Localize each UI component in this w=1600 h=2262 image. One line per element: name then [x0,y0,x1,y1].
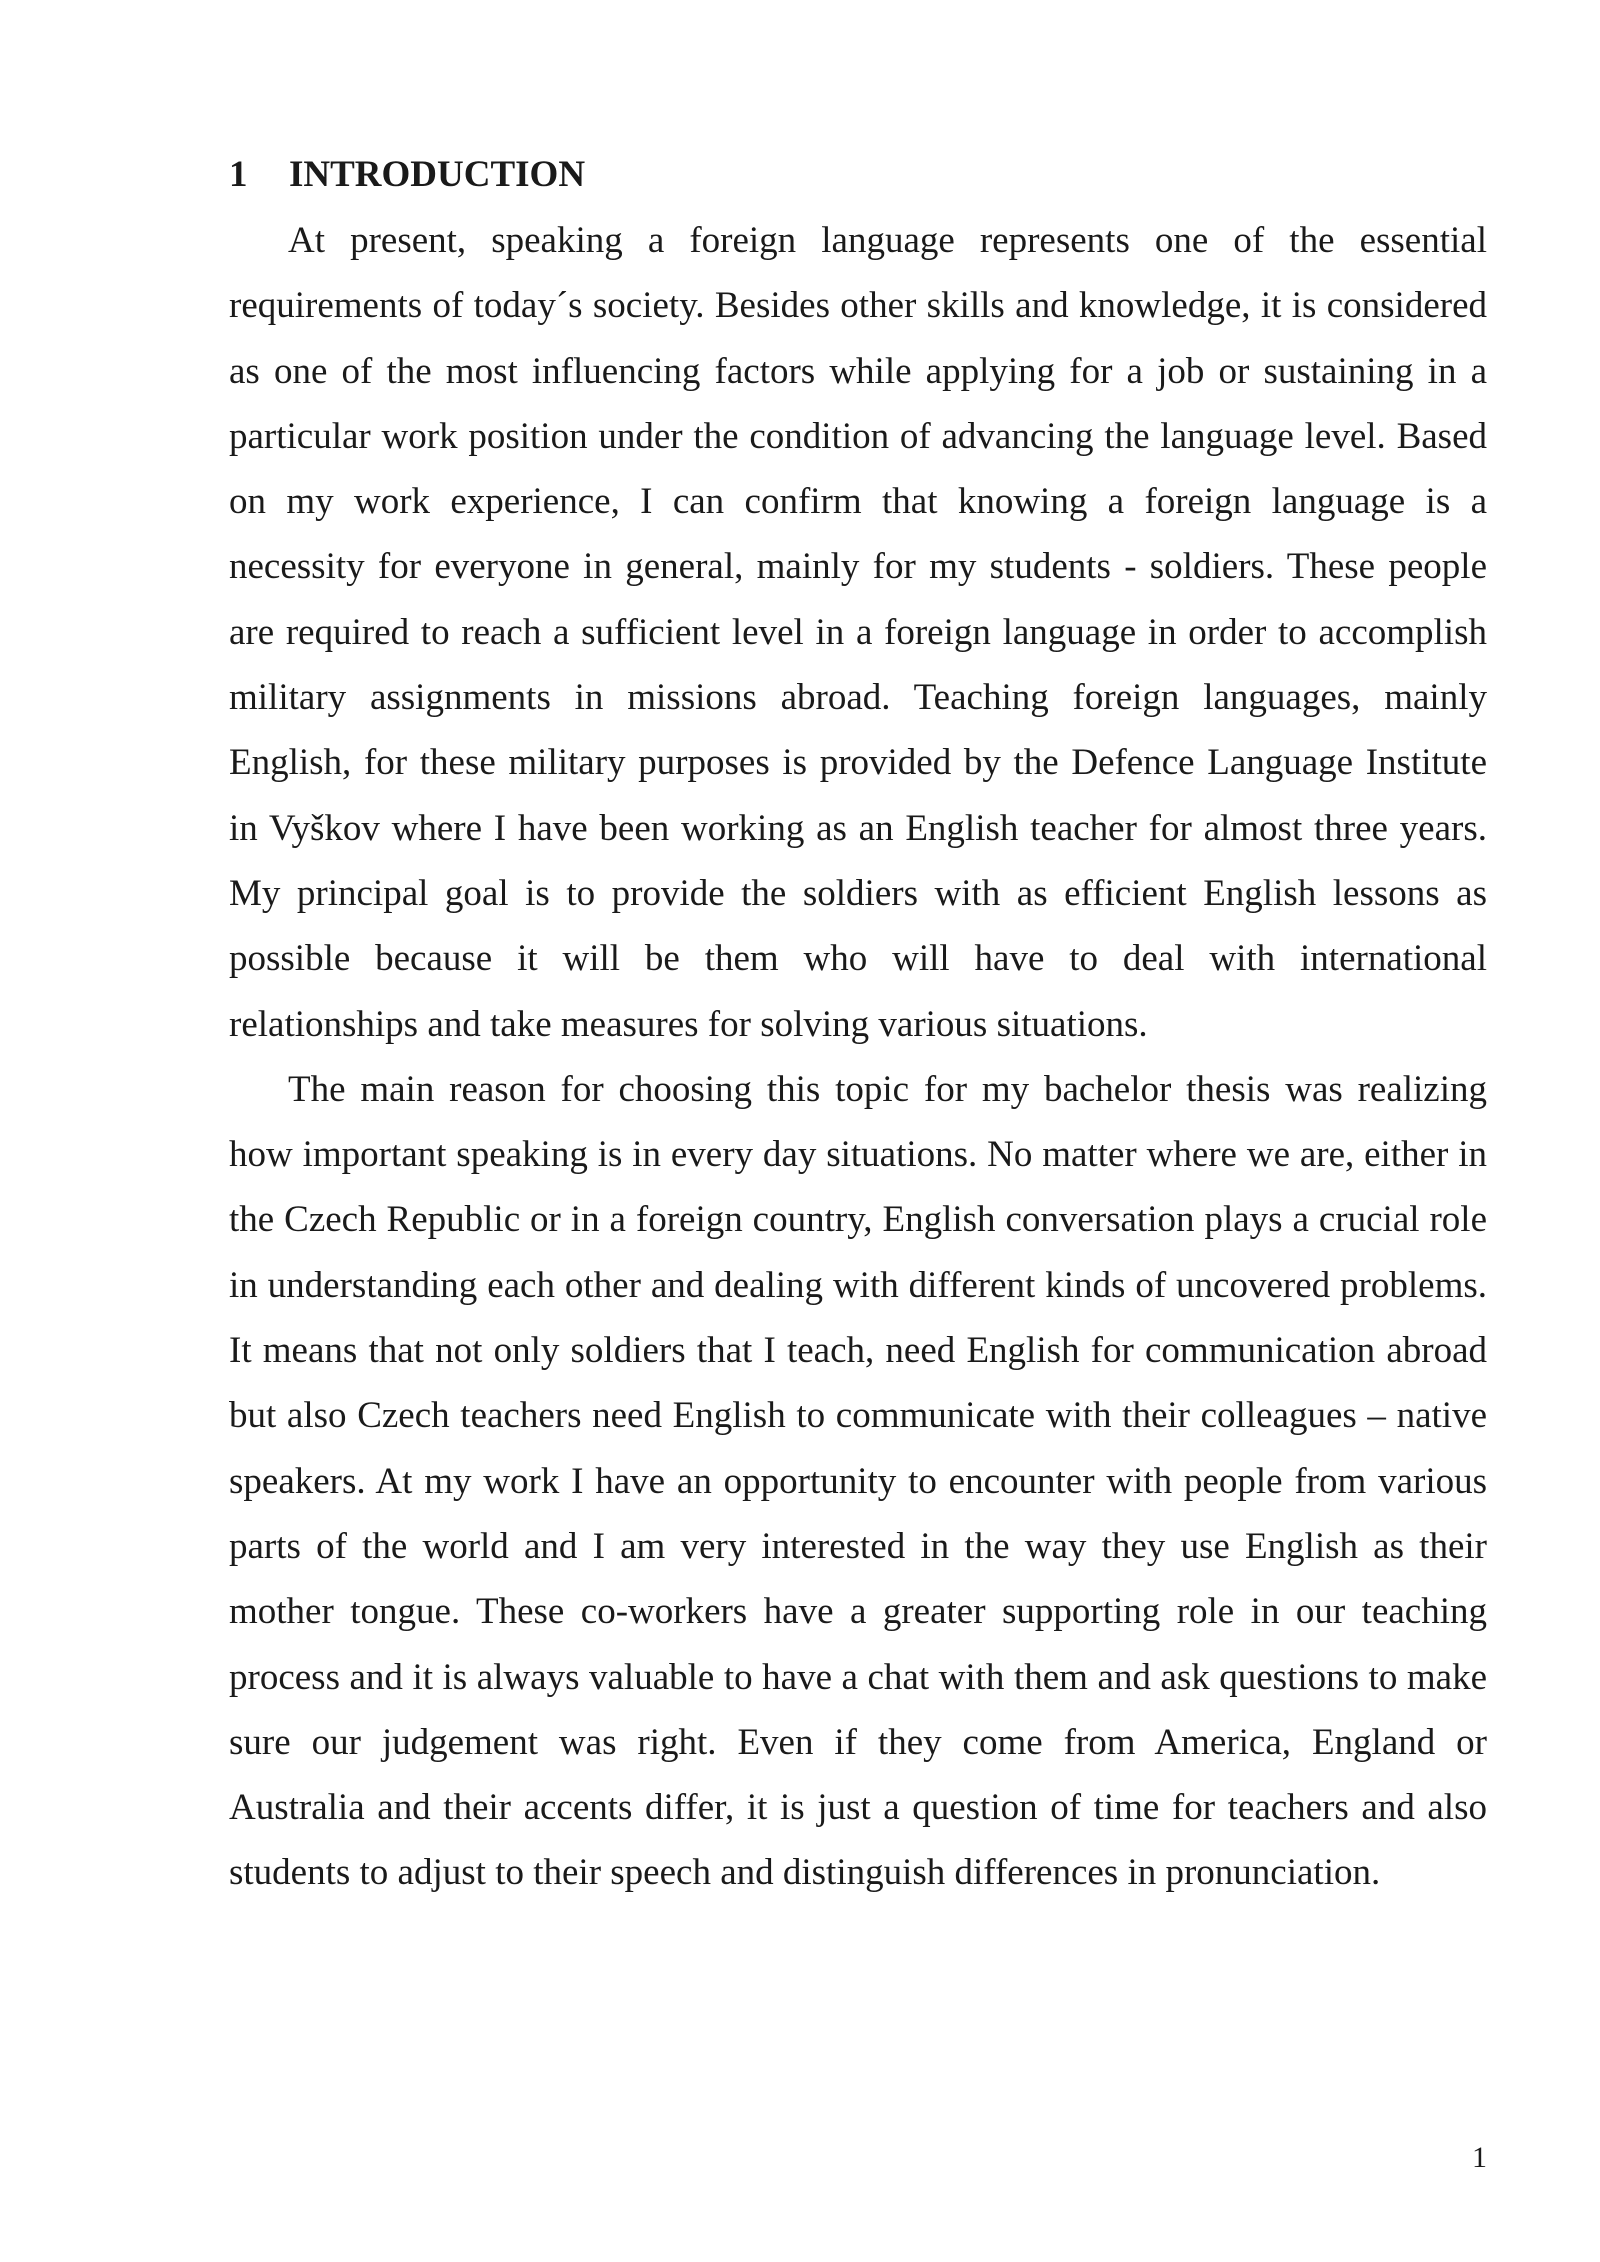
page-number: 1 [1472,2141,1487,2174]
section-number: 1 [229,154,248,195]
section-title: INTRODUCTION [289,154,586,195]
paragraph-1: At present, speaking a foreign language represents one of the essential requirements of today´s society. Besides other skills and knowledge, it is considered as one of the most influencing factors while applying for a job or sustaining in a particular work position under the condition of advancing the language level. Based on my work experience, I can confirm that knowing a foreign language is a necessity for everyone in general, mainly for my students - soldiers. These people are required to reach a sufficient level in a foreign language in order to accomplish military assignments in missions abroad. Teaching foreign languages, mainly English, for these military purposes is provided by the Defence Language Institute in Vyškov where I have been working as an English teacher for almost three years. My principal goal is to provide the soldiers with as efficient English lessons as possible because it will be them who will have to deal with international relationships and take measures for solving various situations. [229,220,1487,1045]
section-heading [229,150,585,200]
body-text [229,208,1487,1906]
paragraph-2: The main reason for choosing this topic for my bachelor thesis was realizing how important speaking is in every day situations. No matter where we are, either in the Czech Republic or in a foreign country, English conversation plays a crucial role in understanding each other and dealing with different kinds of uncovered problems. It means that not only soldiers that I teach, need English for communication abroad but also Czech teachers need English to communicate with their colleagues – native speakers. At my work I have an opportunity to encounter with people from various parts of the world and I am very interested in the way they use English as their mother tongue. These co-workers have a greater supporting role in our teaching process and it is always valuable to have a chat with them and ask questions to make sure our judgement was right. Even if they come from America, England or Australia and their accents differ, it is just a question of time for teachers and also students to adjust to their speech and distinguish differences in pronunciation. [229,1068,1487,1894]
